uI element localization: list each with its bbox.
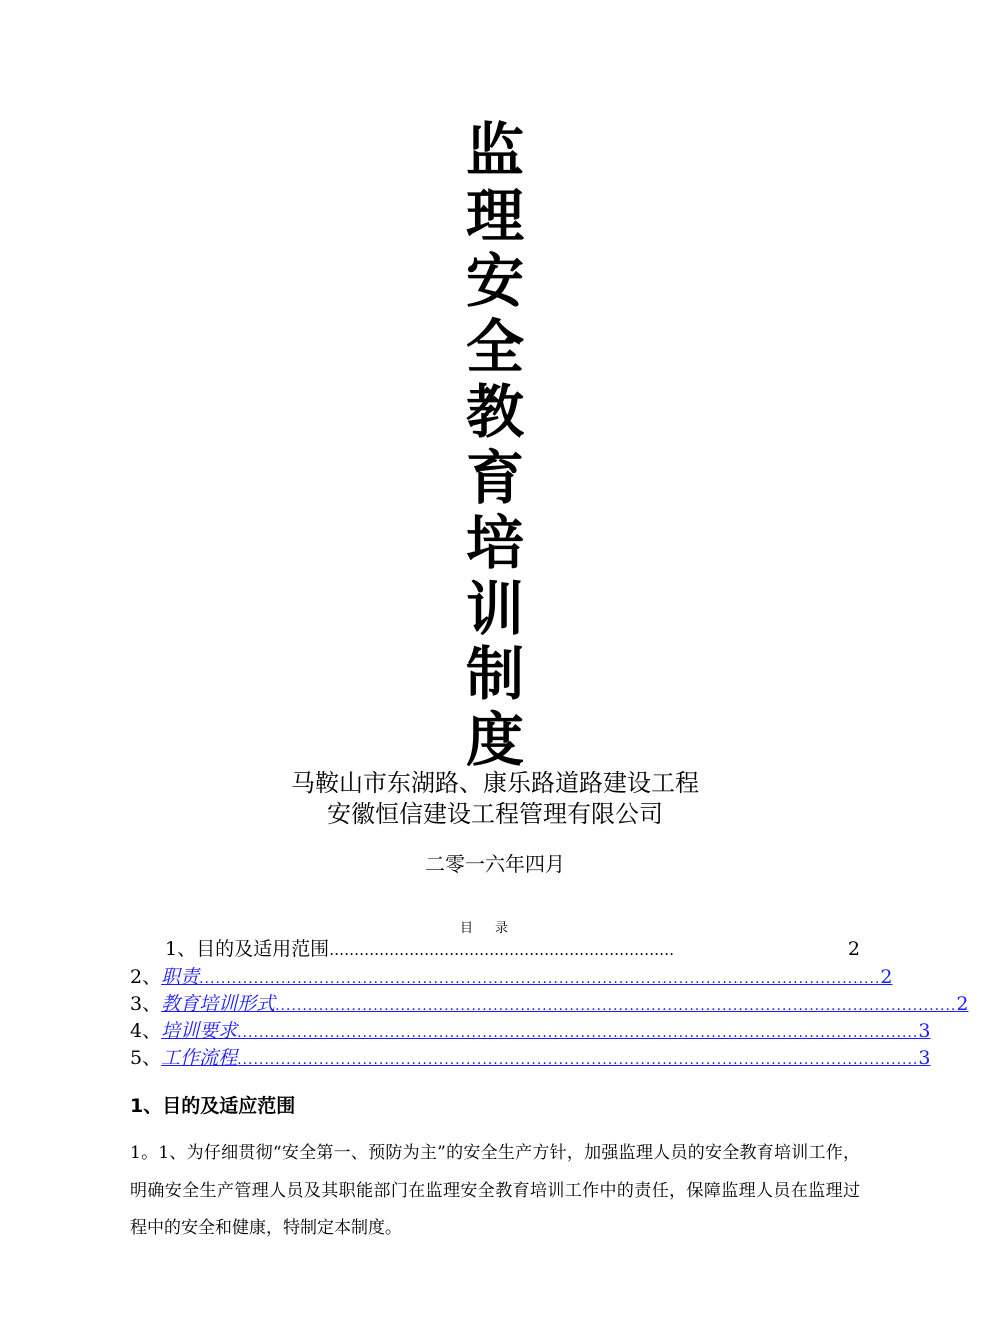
- toc-entry-2[interactable]: [130, 964, 893, 990]
- title-char: 育: [465, 443, 524, 512]
- toc-entry-page[interactable]: 3: [918, 1020, 931, 1042]
- toc-entry-number: 1、: [165, 938, 197, 960]
- toc-entry-number: 5、: [130, 1047, 162, 1069]
- title-char: 度: [465, 705, 524, 774]
- title-char: 训: [465, 574, 524, 643]
- toc-entry-3[interactable]: [130, 991, 969, 1017]
- toc-entry-page: 2: [847, 938, 860, 960]
- toc-entry-number: 3、: [130, 993, 162, 1015]
- toc-entry-5[interactable]: [130, 1045, 931, 1071]
- toc-entry-link[interactable]: 培训要求: [161, 1020, 238, 1042]
- body-paragraph: 1。1、为仔细贯彻“安全第一、预防为主”的安全生产方针，加强监理人员的安全教育培训工作，明确安全生产管理人员及其职能部门在监理安全教育培训工作中的责任，保障监理人员在监理过程中的安全和健康，特制定本制度。: [130, 1143, 860, 1238]
- toc-entry-page[interactable]: 3: [918, 1047, 931, 1069]
- toc-leader-dots: ……………………………………………………………: [329, 941, 675, 959]
- toc-entry-1[interactable]: [165, 936, 860, 962]
- title-char: 监: [465, 116, 524, 184]
- vertical-title: [450, 118, 540, 773]
- toc-entry-link[interactable]: 教育培训形式: [161, 993, 276, 1015]
- toc-entry-4[interactable]: [130, 1018, 931, 1044]
- title-char: 理: [465, 181, 524, 250]
- company-name: 安徽恒信建设工程管理有限公司: [327, 800, 663, 828]
- toc-entry-number: 4、: [130, 1020, 162, 1042]
- project-name: 马鞍山市东湖路、康乐路道路建设工程: [291, 769, 699, 797]
- title-char: 安: [465, 247, 524, 315]
- title-char: 培: [465, 509, 524, 577]
- cover-date: 二零一六年四月: [425, 852, 565, 876]
- title-char: 全: [465, 312, 524, 381]
- toc-title: 目录: [459, 921, 530, 936]
- toc-leader-dots: .............................................................................................................................: [199, 971, 881, 987]
- toc-entry-link[interactable]: 职责: [161, 966, 200, 988]
- toc-entry-page[interactable]: 2: [880, 966, 893, 988]
- title-char: 教: [465, 378, 524, 446]
- toc-entry-page[interactable]: 2: [956, 993, 969, 1015]
- toc-entry-link[interactable]: 工作流程: [161, 1047, 238, 1069]
- toc-entry-label: 目的及适用范围: [196, 938, 330, 960]
- title-char: 制: [465, 640, 524, 708]
- toc-leader-dots: .............................................................................................................................: [275, 998, 957, 1014]
- toc-leader-dots: .............................................................................................................................: [237, 1052, 919, 1068]
- toc-leader-dots: .............................................................................................................................: [237, 1025, 919, 1041]
- section-heading: 1、目的及适应范围: [130, 1095, 296, 1117]
- toc-entry-number: 2、: [130, 966, 162, 988]
